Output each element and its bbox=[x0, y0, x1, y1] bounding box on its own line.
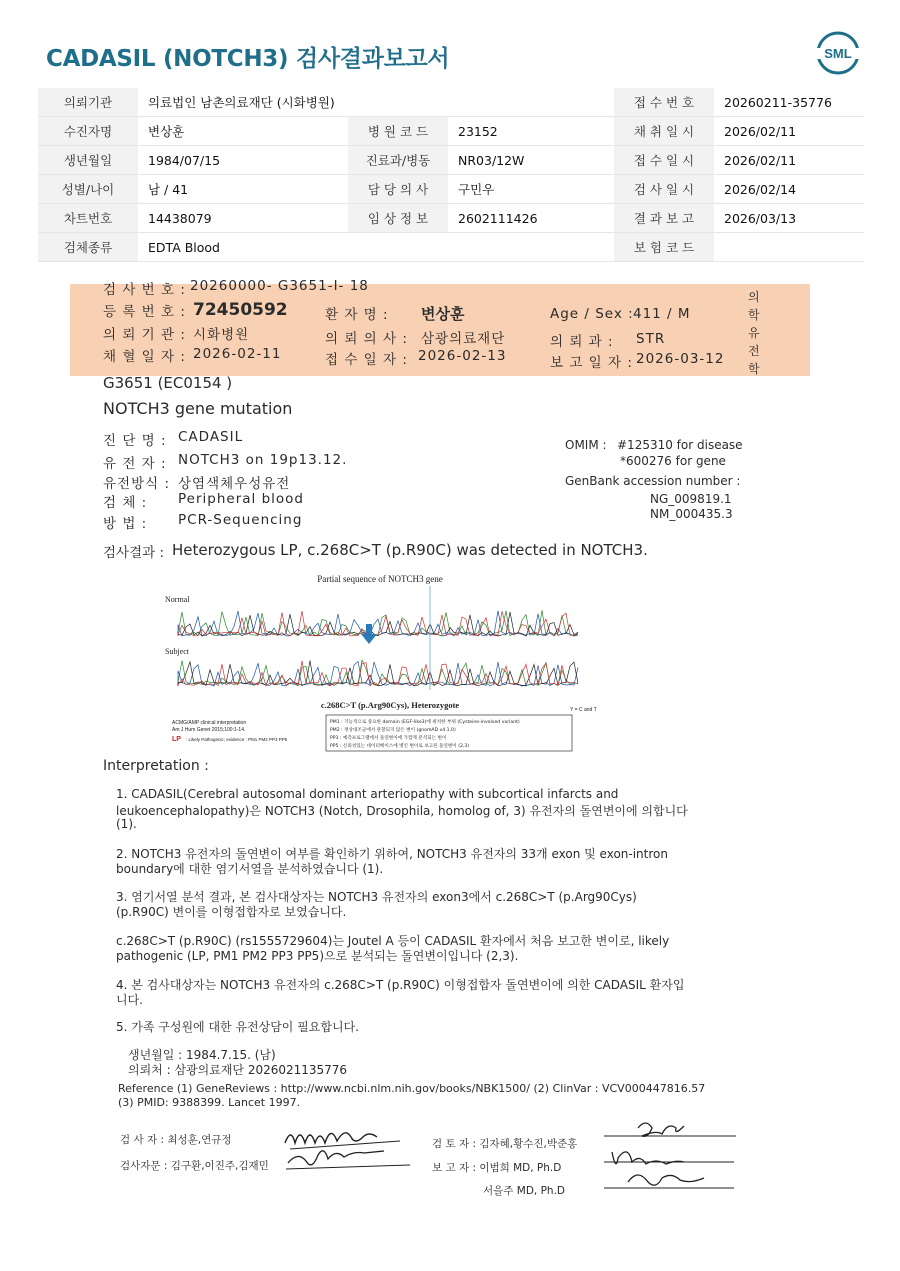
result-text: Heterozygous LP, c.268C>T (p.R90C) was detected in NOTCH3. bbox=[172, 541, 648, 559]
field-label: 진 단 명 : bbox=[103, 433, 167, 449]
reg-no-label: 등 록 번 호 : bbox=[103, 304, 186, 320]
test-name: NOTCH3 gene mutation bbox=[103, 399, 293, 418]
doctor-label: 의 뢰 의 사 : bbox=[325, 331, 408, 347]
para-line: 1. CADASIL(Cerebral autosomal dominant arteriopathy with subcortical infarcts and bbox=[116, 787, 619, 801]
info-row bbox=[38, 88, 864, 117]
page-title: CADASIL (NOTCH3) 검사결과보고서 bbox=[46, 46, 450, 72]
patient-label: 환 자 명 : bbox=[325, 307, 389, 323]
dept-value: STR bbox=[636, 331, 666, 347]
info-value: 구민우 bbox=[448, 175, 614, 204]
side-char: 학 bbox=[748, 308, 760, 322]
side-char: 학 bbox=[748, 362, 760, 376]
lp-text: : Likely Pathogenic; evidence : PM1 PM2 PP3 PP5 bbox=[186, 737, 288, 742]
info-label: 접 수 일 시 bbox=[614, 146, 714, 175]
info-label: 차트번호 bbox=[38, 204, 138, 233]
genbank-label: GenBank accession number : bbox=[565, 474, 741, 488]
field-value: 상염색체우성유전 bbox=[178, 476, 291, 492]
info-row bbox=[38, 233, 864, 262]
test-no-label: 검 사 번 호 : bbox=[103, 282, 186, 298]
field-label: 검 체 : bbox=[103, 495, 148, 511]
reporter: 보 고 자 : 이범희 MD, Ph.D bbox=[432, 1162, 562, 1174]
info-value: 23152 bbox=[448, 117, 614, 146]
normal-trace bbox=[178, 610, 578, 636]
subject-trace bbox=[178, 660, 578, 686]
info-value: NR03/12W bbox=[448, 146, 614, 175]
trace-line bbox=[178, 611, 578, 636]
para-line: leukoencephalopathy)은 NOTCH3 (Notch, Drosophila, homolog of, 3) 유전자의 돌연변이에 의합니다 bbox=[116, 804, 688, 818]
genbank-line: NM_000435.3 bbox=[650, 507, 733, 521]
sml-logo bbox=[815, 30, 861, 76]
info-label: 채 취 일 시 bbox=[614, 117, 714, 146]
field-value: Peripheral blood bbox=[178, 491, 304, 507]
info-label: 검체종류 bbox=[38, 233, 138, 262]
genbank-line: NG_009819.1 bbox=[650, 492, 732, 506]
omim-line: #125310 for disease bbox=[617, 438, 743, 452]
info-value: EDTA Blood bbox=[138, 233, 614, 262]
info-label: 결 과 보 고 bbox=[614, 204, 714, 233]
field-value: NOTCH3 on 19p13.12. bbox=[178, 452, 348, 468]
field-label: 방 법 : bbox=[103, 516, 148, 532]
doctor-value: 삼광의료재단 bbox=[421, 331, 506, 347]
info-value bbox=[714, 233, 864, 262]
logo-text: SML bbox=[824, 46, 852, 61]
para-line: pathogenic (LP, PM1 PM2 PP3 PP5)으로 분석되는 돌연변이입니다 (2,3). bbox=[116, 949, 519, 963]
pm-line: PM1 : 기능적으로 중요한 domain (EGF-like3)에 위치한 부위 (Cysteine-involved variant) bbox=[330, 720, 520, 725]
receive-label: 접 수 일 자 : bbox=[325, 352, 408, 368]
para-line: 5. 가족 구성원에 대한 유전상담이 필요합니다. bbox=[116, 1020, 359, 1034]
omim-line: *600276 for gene bbox=[620, 454, 726, 468]
info-row bbox=[38, 146, 864, 175]
signature-tester bbox=[280, 1115, 420, 1175]
figure-title: Partial sequence of NOTCH3 gene bbox=[317, 574, 443, 584]
field-label: 유 전 자 : bbox=[103, 456, 167, 472]
pm-line: PP3 : 예측프로그램에서 돌연변이에 가깝게 분석되는 변이 bbox=[330, 736, 447, 741]
info-label: 진료과/병동 bbox=[348, 146, 448, 175]
info-label: 임 상 정 보 bbox=[348, 204, 448, 233]
signature-reviewer bbox=[598, 1112, 738, 1202]
info-value: 1984/07/15 bbox=[138, 146, 348, 175]
test-code: G3651 (EC0154 ) bbox=[103, 374, 233, 392]
inst-value: 시화병원 bbox=[193, 327, 250, 343]
ycode: Y = C and T bbox=[570, 707, 597, 713]
info-label: 검 사 일 시 bbox=[614, 175, 714, 204]
pm-line: PP5 : 신뢰성있는 데이터베이스에 병인 변이로 보고된 돌연변이 (2,3) bbox=[330, 744, 470, 749]
requester-line: 의뢰처 : 삼광의료재단 2026021135776 bbox=[128, 1063, 348, 1077]
reviewer: 검 토 자 : 김자혜,황수진,박준홍 bbox=[432, 1138, 578, 1150]
info-label: 담 당 의 사 bbox=[348, 175, 448, 204]
info-label: 수진자명 bbox=[38, 117, 138, 146]
collect-label: 채 혈 일 자 : bbox=[103, 349, 186, 365]
result-label: 검사결과 : bbox=[103, 545, 165, 561]
info-label: 접 수 번 호 bbox=[614, 88, 714, 117]
scanned-report bbox=[0, 270, 900, 1271]
info-row bbox=[38, 204, 864, 233]
reference-line: Reference (1) GeneReviews : http://www.ncbi.nlm.nih.gov/books/NBK1500/ (2) ClinVar : VCV000447816.57 bbox=[118, 1082, 706, 1095]
side-char: 유 bbox=[748, 326, 760, 340]
birth-line: 생년월일 : 1984.7.15. (남) bbox=[128, 1048, 276, 1062]
test-no-value: 20260000- G3651-I- 18 bbox=[190, 278, 369, 294]
info-row bbox=[38, 117, 864, 146]
info-value: 남 / 41 bbox=[138, 175, 348, 204]
para-line: (p.R90C) 변이를 이형접합자로 보였습니다. bbox=[116, 905, 347, 919]
age-sex-label: Age / Sex : bbox=[550, 306, 634, 322]
side-char: 전 bbox=[748, 344, 760, 358]
para-line: boundary에 대한 염기서열을 분석하였습니다 (1). bbox=[116, 862, 384, 876]
info-value: 의료법인 남촌의료재단 (시화병원) bbox=[138, 88, 614, 117]
age-sex-value: 411 / M bbox=[633, 306, 691, 322]
sequence-figure bbox=[160, 568, 600, 758]
info-value: 2026/02/14 bbox=[714, 175, 864, 204]
tester: 검 사 자 : 최성훈,연규정 bbox=[120, 1134, 232, 1146]
reg-no-value: 72450592 bbox=[193, 300, 288, 320]
side-char: 의 bbox=[748, 290, 760, 304]
acmg-line: Am J Hum Genet 2015;100:1-14. bbox=[172, 727, 246, 733]
field-label: 유전방식 : bbox=[103, 476, 171, 492]
acmg-line: ACMG/AMP clinical interpretation bbox=[172, 720, 247, 726]
lp-code: LP bbox=[172, 736, 181, 743]
subject-label: Subject bbox=[165, 647, 189, 656]
report-value: 2026-03-12 bbox=[636, 351, 725, 367]
patient-value: 변상훈 bbox=[421, 305, 465, 323]
info-value: 14438079 bbox=[138, 204, 348, 233]
info-label: 의뢰기관 bbox=[38, 88, 138, 117]
advisor: 검사자문 : 김구환,이진주,김재민 bbox=[120, 1160, 269, 1172]
patient-info-table bbox=[38, 88, 864, 262]
info-value: 변상훈 bbox=[138, 117, 348, 146]
info-label: 성별/나이 bbox=[38, 175, 138, 204]
field-value: PCR-Sequencing bbox=[178, 512, 303, 528]
pm-line: PM2 : 정상대조군에서 관찰되지 않은 변이 (gnomAD v4.1.0) bbox=[330, 728, 456, 733]
para-line: 니다. bbox=[116, 993, 143, 1007]
para-line: c.268C>T (p.R90C) (rs1555729604)는 Joutel A 등이 CADASIL 환자에서 처음 보고한 변이로, likely bbox=[116, 934, 670, 948]
trace-line bbox=[178, 660, 578, 686]
dept-label: 의 뢰 과 : bbox=[550, 334, 614, 350]
inst-label: 의 뢰 기 관 : bbox=[103, 327, 186, 343]
report-label: 보 고 일 자 : bbox=[550, 355, 633, 371]
omim-label: OMIM : bbox=[565, 438, 607, 452]
info-value: 2026/03/13 bbox=[714, 204, 864, 233]
info-value: 2026/02/11 bbox=[714, 117, 864, 146]
info-value: 2602111426 bbox=[448, 204, 614, 233]
figure-caption: c.268C>T (p.Arg90Cys), Heterozygote bbox=[320, 700, 460, 710]
arrow-down-icon bbox=[361, 624, 377, 644]
info-value: 20260211-35776 bbox=[714, 88, 864, 117]
para-line: 3. 염기서열 분석 결과, 본 검사대상자는 NOTCH3 유전자의 exon3에서 c.268C>T (p.Arg90Cys) bbox=[116, 890, 637, 904]
info-label: 보 험 코 드 bbox=[614, 233, 714, 262]
info-label: 생년월일 bbox=[38, 146, 138, 175]
interpretation-title: Interpretation : bbox=[103, 758, 209, 774]
reporter-2: 서을주 MD, Ph.D bbox=[483, 1185, 565, 1197]
info-value: 2026/02/11 bbox=[714, 146, 864, 175]
para-line: 4. 본 검사대상자는 NOTCH3 유전자의 c.268C>T (p.R90C) 이형접합자 돌연변이에 의한 CADASIL 환자입 bbox=[116, 978, 685, 992]
receive-value: 2026-02-13 bbox=[418, 348, 507, 364]
reference-line: (3) PMID: 9388399. Lancet 1997. bbox=[118, 1096, 301, 1109]
info-row bbox=[38, 175, 864, 204]
collect-value: 2026-02-11 bbox=[193, 346, 282, 362]
para-line: 2. NOTCH3 유전자의 돌연변이 여부를 확인하기 위하여, NOTCH3 유전자의 33개 exon 및 exon-intron bbox=[116, 847, 668, 861]
normal-label: Normal bbox=[165, 595, 190, 604]
info-label: 병 원 코 드 bbox=[348, 117, 448, 146]
field-value: CADASIL bbox=[178, 429, 244, 445]
para-line: (1). bbox=[116, 817, 137, 831]
